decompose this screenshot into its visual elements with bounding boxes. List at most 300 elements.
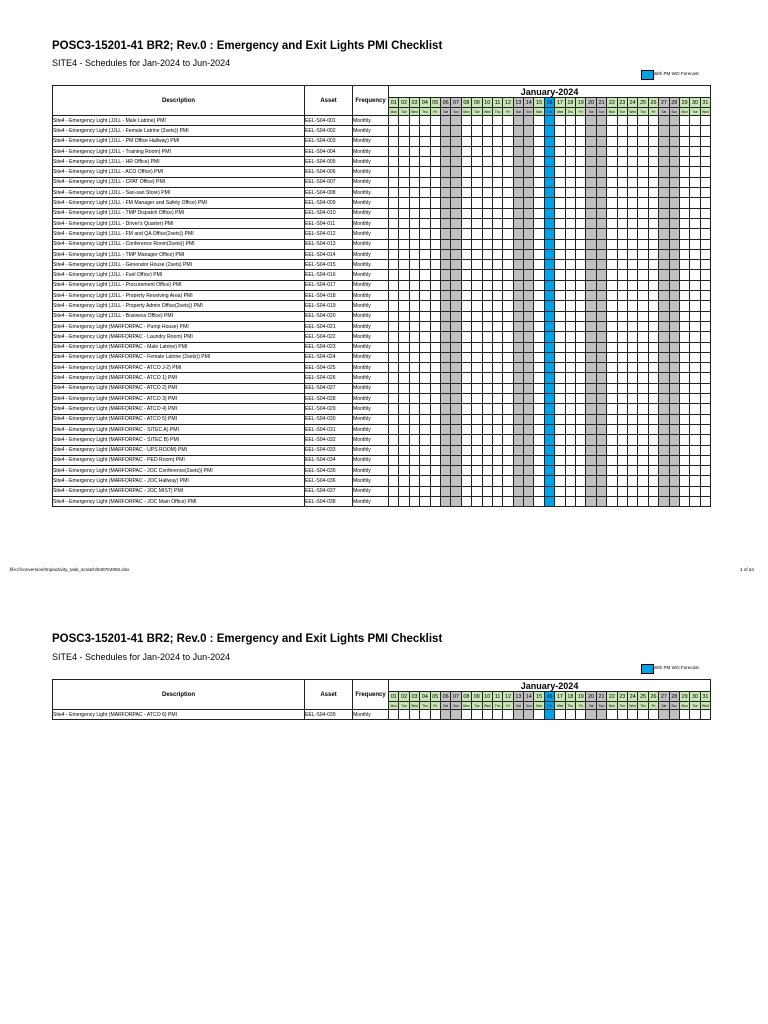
schedule-day-cell: [627, 486, 637, 496]
schedule-day-cell: [617, 424, 627, 434]
schedule-day-cell: [659, 249, 669, 259]
day-number: 16: [544, 98, 554, 108]
row-frequency: Monthly: [353, 363, 389, 373]
weekday-label: Fri: [430, 702, 440, 710]
schedule-day-cell: [482, 218, 492, 228]
schedule-day-cell: [492, 445, 502, 455]
row-description: Site4 - Emergency Light (JJLL - Sari-sari Store) PMI: [53, 188, 305, 198]
schedule-day-cell: [679, 466, 689, 476]
schedule-day-cell: [389, 476, 399, 486]
schedule-day-cell: [482, 394, 492, 404]
schedule-day-cell: [503, 188, 513, 198]
schedule-day-cell: [576, 218, 586, 228]
column-header-frequency: Frequency: [353, 680, 389, 710]
day-number: 18: [565, 98, 575, 108]
schedule-day-cell: [472, 404, 482, 414]
schedule-day-cell: [700, 167, 710, 177]
schedule-day-cell: [420, 455, 430, 465]
schedule-day-cell: [430, 394, 440, 404]
schedule-day-cell: [700, 136, 710, 146]
schedule-day-cell: [503, 167, 513, 177]
schedule-day-cell: [669, 126, 679, 136]
schedule-day-cell: [503, 486, 513, 496]
schedule-day-cell: [648, 342, 658, 352]
row-asset: EEL-S04-008: [305, 188, 353, 198]
schedule-day-cell: [503, 157, 513, 167]
schedule-day-cell: [472, 352, 482, 362]
schedule-day-cell: [659, 116, 669, 126]
schedule-day-cell: [617, 445, 627, 455]
schedule-day-cell: [700, 496, 710, 506]
schedule-day-cell: [513, 146, 523, 156]
schedule-day-cell: [617, 229, 627, 239]
schedule-day-cell: [440, 188, 450, 198]
day-number: 16: [544, 692, 554, 702]
weekday-label: Sun: [524, 702, 534, 710]
schedule-day-cell: [492, 373, 502, 383]
schedule-day-cell: [638, 710, 648, 720]
schedule-day-cell: [638, 311, 648, 321]
schedule-day-cell: [451, 332, 461, 342]
day-number: 31: [700, 692, 710, 702]
schedule-day-cell: [700, 466, 710, 476]
weekday-label: Sat: [659, 108, 669, 116]
schedule-day-cell: [586, 383, 596, 393]
schedule-day-cell: [565, 116, 575, 126]
schedule-day-cell: [409, 476, 419, 486]
schedule-day-cell: [596, 311, 606, 321]
schedule-day-cell: [430, 157, 440, 167]
schedule-day-cell: [596, 383, 606, 393]
schedule-day-cell: [492, 249, 502, 259]
schedule-day-cell: [482, 332, 492, 342]
row-description: Site4 - Emergency Light (MARFORPAC - ATCO 4) PMI: [53, 404, 305, 414]
schedule-day-cell: [648, 476, 658, 486]
schedule-day-cell: [472, 311, 482, 321]
schedule-day-cell: [461, 466, 471, 476]
schedule-day-cell: [472, 167, 482, 177]
schedule-day-cell: [596, 229, 606, 239]
schedule-day-cell: [669, 177, 679, 187]
schedule-day-cell: [627, 710, 637, 720]
schedule-day-cell: [534, 229, 544, 239]
row-description: Site4 - Emergency Light (MARFORPAC - ATCO 5) PMI: [53, 414, 305, 424]
row-frequency: Monthly: [353, 383, 389, 393]
schedule-day-cell: [524, 146, 534, 156]
day-number: 22: [607, 98, 617, 108]
weekday-label: Fri: [648, 702, 658, 710]
schedule-day-cell: [607, 167, 617, 177]
schedule-day-cell: [679, 126, 689, 136]
forecast-day-cell: [544, 332, 554, 342]
schedule-day-cell: [440, 373, 450, 383]
schedule-day-cell: [617, 486, 627, 496]
schedule-day-cell: [513, 404, 523, 414]
schedule-day-cell: [690, 383, 700, 393]
row-asset: EEL-S04-003: [305, 136, 353, 146]
schedule-day-cell: [690, 311, 700, 321]
schedule-day-cell: [482, 466, 492, 476]
schedule-day-cell: [607, 373, 617, 383]
schedule-day-cell: [524, 466, 534, 476]
schedule-day-cell: [627, 455, 637, 465]
schedule-day-cell: [617, 383, 627, 393]
schedule-day-cell: [513, 136, 523, 146]
schedule-day-cell: [555, 455, 565, 465]
schedule-day-cell: [596, 239, 606, 249]
row-frequency: Monthly: [353, 260, 389, 270]
schedule-day-cell: [617, 188, 627, 198]
row-description: Site4 - Emergency Light (JJLL - FM and QA Office(2sets)) PMI: [53, 229, 305, 239]
schedule-table: [52, 679, 711, 720]
row-description: Site4 - Emergency Light (MARFORPAC - ATCO 2) PMI: [53, 383, 305, 393]
schedule-day-cell: [669, 301, 679, 311]
schedule-day-cell: [638, 486, 648, 496]
schedule-day-cell: [659, 404, 669, 414]
schedule-day-cell: [586, 239, 596, 249]
day-number: 14: [524, 98, 534, 108]
day-number: 17: [555, 692, 565, 702]
table-row: [53, 414, 711, 424]
schedule-day-cell: [596, 157, 606, 167]
row-asset: EEL-S04-028: [305, 394, 353, 404]
schedule-day-cell: [690, 146, 700, 156]
schedule-day-cell: [492, 424, 502, 434]
schedule-day-cell: [690, 291, 700, 301]
row-description: Site4 - Emergency Light (MARFORPAC - Pump House) PMI: [53, 321, 305, 331]
schedule-day-cell: [700, 476, 710, 486]
schedule-day-cell: [565, 177, 575, 187]
schedule-day-cell: [461, 455, 471, 465]
schedule-day-cell: [700, 424, 710, 434]
schedule-day-cell: [648, 363, 658, 373]
schedule-day-cell: [690, 270, 700, 280]
schedule-day-cell: [586, 260, 596, 270]
schedule-day-cell: [586, 476, 596, 486]
schedule-day-cell: [534, 486, 544, 496]
schedule-day-cell: [669, 710, 679, 720]
weekday-label: Wed: [411, 703, 418, 708]
schedule-day-cell: [596, 146, 606, 156]
schedule-day-cell: [524, 342, 534, 352]
schedule-day-cell: [389, 486, 399, 496]
schedule-day-cell: [513, 301, 523, 311]
schedule-day-cell: [389, 146, 399, 156]
schedule-day-cell: [461, 239, 471, 249]
weekday-label: Thu: [565, 108, 575, 116]
schedule-day-cell: [430, 136, 440, 146]
schedule-day-cell: [399, 291, 409, 301]
schedule-day-cell: [690, 466, 700, 476]
schedule-day-cell: [503, 373, 513, 383]
schedule-day-cell: [399, 414, 409, 424]
schedule-day-cell: [534, 291, 544, 301]
schedule-day-cell: [482, 146, 492, 156]
schedule-day-cell: [648, 146, 658, 156]
schedule-day-cell: [690, 301, 700, 311]
schedule-day-cell: [482, 198, 492, 208]
schedule-day-cell: [659, 321, 669, 331]
schedule-day-cell: [690, 414, 700, 424]
schedule-day-cell: [669, 167, 679, 177]
schedule-day-cell: [638, 136, 648, 146]
schedule-day-cell: [524, 260, 534, 270]
table-row: [53, 435, 711, 445]
schedule-day-cell: [638, 260, 648, 270]
table-row: [53, 157, 711, 167]
schedule-day-cell: [659, 710, 669, 720]
schedule-day-cell: [461, 126, 471, 136]
schedule-day-cell: [482, 311, 492, 321]
schedule-day-cell: [690, 136, 700, 146]
schedule-day-cell: [669, 424, 679, 434]
schedule-day-cell: [638, 332, 648, 342]
schedule-day-cell: [503, 270, 513, 280]
schedule-day-cell: [648, 414, 658, 424]
row-description: Site4 - Emergency Light (MARFORPAC - ATCO 1) PMI: [53, 373, 305, 383]
schedule-day-cell: [648, 291, 658, 301]
schedule-day-cell: [607, 157, 617, 167]
weekday-label: Tue: [617, 702, 627, 710]
schedule-day-cell: [534, 455, 544, 465]
schedule-day-cell: [461, 476, 471, 486]
schedule-day-cell: [607, 486, 617, 496]
schedule-day-cell: [596, 126, 606, 136]
schedule-day-cell: [690, 710, 700, 720]
schedule-day-cell: [555, 229, 565, 239]
schedule-day-cell: [524, 301, 534, 311]
schedule-day-cell: [565, 486, 575, 496]
schedule-day-cell: [586, 373, 596, 383]
schedule-day-cell: [472, 291, 482, 301]
schedule-day-cell: [586, 188, 596, 198]
schedule-day-cell: [555, 424, 565, 434]
schedule-day-cell: [482, 208, 492, 218]
weekday-label: Mon: [461, 108, 471, 116]
schedule-day-cell: [409, 332, 419, 342]
day-number: 13: [513, 692, 523, 702]
row-frequency: Monthly: [353, 208, 389, 218]
schedule-day-cell: [513, 445, 523, 455]
schedule-day-cell: [679, 486, 689, 496]
schedule-day-cell: [440, 239, 450, 249]
schedule-day-cell: [627, 229, 637, 239]
schedule-day-cell: [461, 167, 471, 177]
schedule-day-cell: [576, 710, 586, 720]
schedule-day-cell: [659, 435, 669, 445]
row-description: Site4 - Emergency Light (MARFORPAC - Laundry Room) PMI: [53, 332, 305, 342]
schedule-day-cell: [420, 363, 430, 373]
row-asset: EEL-S04-030: [305, 414, 353, 424]
schedule-day-cell: [679, 455, 689, 465]
schedule-day-cell: [669, 249, 679, 259]
day-number: 23: [617, 692, 627, 702]
schedule-day-cell: [576, 208, 586, 218]
schedule-day-cell: [638, 404, 648, 414]
schedule-day-cell: [389, 342, 399, 352]
schedule-day-cell: [586, 321, 596, 331]
schedule-day-cell: [555, 710, 565, 720]
schedule-day-cell: [638, 291, 648, 301]
schedule-day-cell: [461, 157, 471, 167]
schedule-day-cell: [700, 363, 710, 373]
row-description: Site4 - Emergency Light (MARFORPAC - Male Latrine) PMI: [53, 342, 305, 352]
schedule-day-cell: [627, 249, 637, 259]
schedule-day-cell: [555, 466, 565, 476]
schedule-day-cell: [627, 239, 637, 249]
schedule-day-cell: [617, 136, 627, 146]
schedule-day-cell: [451, 177, 461, 187]
schedule-day-cell: [669, 146, 679, 156]
schedule-day-cell: [440, 229, 450, 239]
schedule-day-cell: [420, 311, 430, 321]
schedule-day-cell: [472, 414, 482, 424]
forecast-day-cell: [544, 394, 554, 404]
schedule-day-cell: [472, 249, 482, 259]
schedule-day-cell: [679, 404, 689, 414]
schedule-day-cell: [586, 342, 596, 352]
day-number: 31: [700, 98, 710, 108]
row-asset: EEL-S04-022: [305, 332, 353, 342]
schedule-day-cell: [555, 311, 565, 321]
schedule-day-cell: [513, 249, 523, 259]
schedule-day-cell: [524, 270, 534, 280]
row-asset: EEL-S04-007: [305, 177, 353, 187]
schedule-day-cell: [596, 270, 606, 280]
schedule-day-cell: [524, 239, 534, 249]
schedule-day-cell: [576, 270, 586, 280]
schedule-day-cell: [472, 486, 482, 496]
schedule-day-cell: [440, 404, 450, 414]
forecast-day-cell: [544, 218, 554, 228]
schedule-day-cell: [461, 249, 471, 259]
schedule-day-cell: [451, 249, 461, 259]
schedule-day-cell: [596, 280, 606, 290]
schedule-day-cell: [659, 177, 669, 187]
schedule-day-cell: [482, 157, 492, 167]
weekday-label: Thu: [420, 702, 430, 710]
schedule-day-cell: [503, 424, 513, 434]
weekday-label: Mon: [389, 108, 399, 116]
row-description: Site4 - Emergency Light (MARFORPAC - ATCO J-2) PMI: [53, 363, 305, 373]
schedule-day-cell: [648, 229, 658, 239]
schedule-day-cell: [409, 414, 419, 424]
schedule-day-cell: [430, 249, 440, 259]
schedule-day-cell: [482, 321, 492, 331]
schedule-day-cell: [679, 363, 689, 373]
forecast-day-cell: [544, 198, 554, 208]
schedule-day-cell: [659, 126, 669, 136]
schedule-day-cell: [461, 146, 471, 156]
schedule-day-cell: [679, 177, 689, 187]
schedule-day-cell: [627, 424, 637, 434]
schedule-day-cell: [638, 270, 648, 280]
schedule-day-cell: [679, 208, 689, 218]
schedule-day-cell: [524, 188, 534, 198]
day-number: 23: [617, 98, 627, 108]
weekday-label: Tue: [544, 702, 554, 710]
schedule-day-cell: [648, 424, 658, 434]
day-number: 28: [669, 98, 679, 108]
schedule-day-cell: [627, 157, 637, 167]
schedule-day-cell: [576, 383, 586, 393]
schedule-day-cell: [607, 198, 617, 208]
schedule-day-cell: [492, 208, 502, 218]
day-number: 08: [461, 692, 471, 702]
schedule-day-cell: [513, 435, 523, 445]
schedule-day-cell: [503, 116, 513, 126]
schedule-day-cell: [669, 291, 679, 301]
schedule-day-cell: [503, 710, 513, 720]
schedule-day-cell: [472, 455, 482, 465]
schedule-day-cell: [596, 414, 606, 424]
schedule-day-cell: [565, 249, 575, 259]
weekday-label: Thu: [492, 108, 502, 116]
schedule-day-cell: [659, 476, 669, 486]
schedule-day-cell: [565, 466, 575, 476]
schedule-day-cell: [617, 167, 627, 177]
schedule-day-cell: [607, 249, 617, 259]
schedule-day-cell: [679, 167, 689, 177]
schedule-day-cell: [638, 414, 648, 424]
schedule-day-cell: [648, 249, 658, 259]
schedule-day-cell: [399, 208, 409, 218]
schedule-day-cell: [596, 424, 606, 434]
row-asset: EEL-S04-002: [305, 126, 353, 136]
table-row: [53, 146, 711, 156]
schedule-day-cell: [482, 455, 492, 465]
schedule-day-cell: [596, 435, 606, 445]
schedule-day-cell: [482, 486, 492, 496]
schedule-day-cell: [409, 710, 419, 720]
schedule-day-cell: [534, 249, 544, 259]
schedule-day-cell: [565, 270, 575, 280]
schedule-day-cell: [430, 404, 440, 414]
schedule-day-cell: [420, 445, 430, 455]
schedule-day-cell: [492, 126, 502, 136]
schedule-day-cell: [617, 363, 627, 373]
schedule-day-cell: [451, 126, 461, 136]
table-row: [53, 260, 711, 270]
schedule-day-cell: [461, 394, 471, 404]
schedule-day-cell: [513, 239, 523, 249]
schedule-day-cell: [627, 466, 637, 476]
schedule-day-cell: [586, 352, 596, 362]
row-frequency: Monthly: [353, 167, 389, 177]
schedule-day-cell: [607, 260, 617, 270]
schedule-day-cell: [503, 445, 513, 455]
schedule-day-cell: [555, 218, 565, 228]
schedule-day-cell: [565, 383, 575, 393]
schedule-day-cell: [638, 126, 648, 136]
schedule-day-cell: [596, 208, 606, 218]
table-row: [53, 301, 711, 311]
schedule-day-cell: [430, 321, 440, 331]
schedule-day-cell: [524, 198, 534, 208]
schedule-day-cell: [690, 486, 700, 496]
schedule-day-cell: [430, 466, 440, 476]
schedule-day-cell: [596, 496, 606, 506]
row-description: Site4 - Emergency Light (MARFORPAC - JOC Conference(2sets)) PMI: [53, 466, 305, 476]
schedule-day-cell: [679, 332, 689, 342]
schedule-day-cell: [461, 188, 471, 198]
forecast-day-cell: [544, 373, 554, 383]
column-header-description: Description: [53, 86, 305, 116]
schedule-day-cell: [399, 404, 409, 414]
schedule-day-cell: [700, 208, 710, 218]
schedule-day-cell: [451, 424, 461, 434]
schedule-day-cell: [669, 157, 679, 167]
